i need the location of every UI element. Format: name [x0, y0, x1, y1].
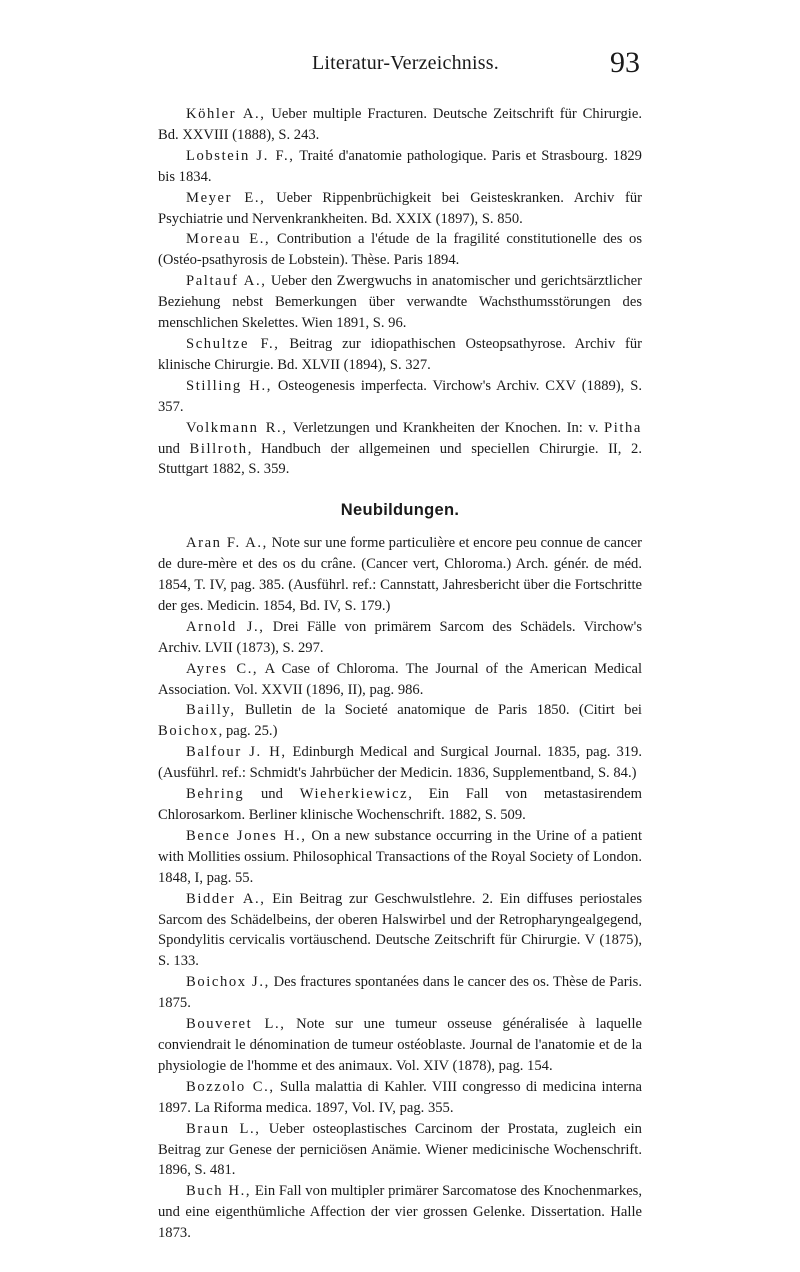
entry-author: Köhler A., [186, 106, 266, 122]
bibliography-entry [158, 1077, 642, 1119]
bibliography-entry [158, 700, 642, 742]
bibliography-entry [158, 533, 642, 617]
entry-citation: , Handbuch der allgemeinen und speciellen Chirurgie. II, 2. Stuttgart 1882, S. 359. [158, 440, 642, 478]
entry-citation: Ueber den Zwergwuchs in anatomischer und gerichtsärztlicher Beziehung nebst Bemerkungen über verwandte Wachsthumsstörungen des menschlichen Skelettes. Wien 1891, S. 96. [158, 273, 642, 332]
bibliography [158, 104, 642, 1244]
entry-author: Boichox [158, 723, 219, 740]
entry-author: Bence Jones H., [186, 827, 307, 844]
entry-citation: , Ein Fall von metastasirendem Chlorosarkom. Berliner klinische Wochenschrift. 1882, S. 509. [158, 786, 643, 823]
bibliography-entry [158, 972, 642, 1014]
entry-citation: und [244, 786, 300, 803]
entry-citation: Beitrag zur idiopathischen Osteopsathyrose. Archiv für klinische Chirurgie. Bd. XLVII (1894), S. 327. [158, 335, 642, 373]
entry-citation: Ueber multiple Fracturen. Deutsche Zeitschrift für Chirurgie. Bd. XXVIII (1888), S. 243. [158, 106, 642, 143]
entry-author: Bouveret L., [186, 1016, 286, 1033]
page-header [312, 46, 640, 82]
entry-author: Billroth [189, 440, 248, 457]
entry-citation: Ueber Rippenbrüchigkeit bei Geisteskranken. Archiv für Psychiatrie und Nervenkrankheiten. Bd. XXIX (1897), S. 850. [158, 189, 642, 227]
bibliography-entry [158, 376, 642, 418]
entry-author: Meyer E., [186, 189, 266, 206]
entry-author: Bailly, [186, 702, 236, 719]
entry-citation: und [158, 440, 190, 457]
entry-author: Buch H., [186, 1183, 252, 1200]
entry-author: Braun L., [186, 1120, 261, 1137]
entry-author: Bozzolo C., [186, 1078, 275, 1095]
bibliography-list-top [158, 104, 642, 480]
running-title: Literatur-Verzeichniss. [312, 52, 499, 74]
entry-citation: Sulla malattia di Kahler. VIII congresso di medicina interna 1897. La Riforma medica. 1897, Vol. IV, pag. 355. [158, 1078, 642, 1116]
entry-author: Boichox J., [186, 974, 270, 991]
entry-citation: Ueber osteoplastisches Carcinom der Prostata, zugleich ein Beitrag zur Genese der perniciösen Anämie. Wiener medicinische Wochenschrift. 1896, S. 481. [158, 1120, 642, 1179]
entry-citation: Osteogenesis imperfecta. Virchow's Archiv. CXV (1889), S. 357. [158, 377, 642, 415]
bibliography-entry [158, 418, 642, 481]
entry-author: Pitha [604, 419, 642, 436]
section-heading: Neubildungen. [340, 501, 460, 520]
bibliography-entry [158, 334, 642, 376]
entry-author: Lobstein J. F., [186, 147, 295, 164]
entry-author: Arnold J., [186, 618, 265, 635]
entry-author: Schultze F., [186, 335, 280, 352]
entry-author: Paltauf A., [186, 273, 267, 290]
entry-author: Behring [186, 786, 245, 803]
entry-citation: Contribution a l'étude de la fragilité constitutionelle des os (Ostéo-psathyrosis de Lobstein). Thèse. Paris 1894. [158, 231, 642, 269]
entry-author: Ayres C., [186, 660, 259, 677]
entry-citation: Ein Beitrag zur Geschwulstlehre. 2. Ein diffuses periostales Sarcom des Schädelbeins, der oberen Halswirbel und der Retropharyngealgegend, Spondylitis cervicalis vortäuschend. Deutsche Zeitschrift für Chirurgie. V (1875), S. 133. [158, 890, 643, 970]
entry-author: Balfour J. H, [186, 744, 287, 761]
bibliography-entry [158, 1014, 642, 1077]
bibliography-entry [158, 742, 642, 784]
entry-citation: , pag. 25.) [218, 723, 278, 740]
bibliography-entry [158, 659, 642, 701]
bibliography-entry [158, 229, 642, 271]
page-number: 93 [610, 46, 640, 79]
bibliography-entry [158, 889, 642, 973]
bibliography-entry [158, 146, 642, 188]
entry-author: Wieherkiewicz [299, 786, 409, 803]
entry-author: Moreau E., [186, 231, 271, 248]
bibliography-entry [158, 188, 642, 230]
entry-citation: Verletzungen und Krankheiten der Knochen. In: v. [287, 419, 604, 436]
entry-author: Aran F. A., [186, 535, 268, 552]
entry-citation: Ein Fall von multipler primärer Sarcomatose des Knochenmarkes, und eine eigenthümliche Affection der vier grossen Gelenke. Dissertation. Halle 1873. [158, 1183, 643, 1242]
bibliography-entry [158, 104, 642, 146]
entry-citation: Traité d'anatomie pathologique. Paris et Strasbourg. 1829 bis 1834. [158, 147, 642, 185]
bibliography-entry [158, 271, 642, 334]
entry-citation: Des fractures spontanées dans le cancer des os. Thèse de Paris. 1875. [158, 974, 642, 1012]
entry-citation: A Case of Chloroma. The Journal of the American Medical Association. Vol. XXVII (1896, II), pag. 986. [158, 660, 642, 698]
bibliography-entry [158, 1181, 642, 1244]
bibliography-entry [158, 784, 642, 826]
entry-author: Volkmann R., [186, 419, 288, 436]
entry-citation: Edinburgh Medical and Surgical Journal. 1835, pag. 319. (Ausführl. ref.: Schmidt's Jahrbücher der Medicin. 1836, Supplementband, S. 84.) [158, 744, 642, 782]
entry-author: Bidder A., [186, 890, 266, 907]
entry-citation: Bulletin de la Societé anatomique de Paris 1850. (Citirt bei [235, 702, 642, 719]
entry-citation: On a new substance occurring in the Urine of a patient with Mollities ossium. Philosophical Transactions of the Royal Society of London. 1848, I, pag. 55. [158, 827, 643, 886]
entry-author: Stilling H., [186, 377, 272, 394]
entry-citation: Drei Fälle von primärem Sarcom des Schädels. Virchow's Archiv. LVII (1873), S. 297. [158, 618, 642, 656]
bibliography-entry [158, 826, 642, 889]
bibliography-list-neubildungen [158, 533, 642, 1244]
bibliography-entry [158, 617, 642, 659]
bibliography-entry [158, 1119, 642, 1182]
entry-citation: Note sur une forme particulière et encore peu connue de cancer de dure-mère et des os du crâne. (Cancer vert, Chloroma.) Arch. génér. de méd. 1854, T. IV, pag. 385. (Ausführl. ref.: Cannstatt, Jahresbericht über die Fortschritte der ges. Medicin. 1854, Bd. IV, S. 179.) [158, 535, 642, 614]
entry-citation: Note sur une tumeur osseuse généralisée à laquelle conviendrait le dénomination de tumeur ostéoblaste. Journal de l'anatomie et de la physiologie de l'homme et des animaux. Vol. XIV (1878), pag. 154. [158, 1016, 642, 1074]
